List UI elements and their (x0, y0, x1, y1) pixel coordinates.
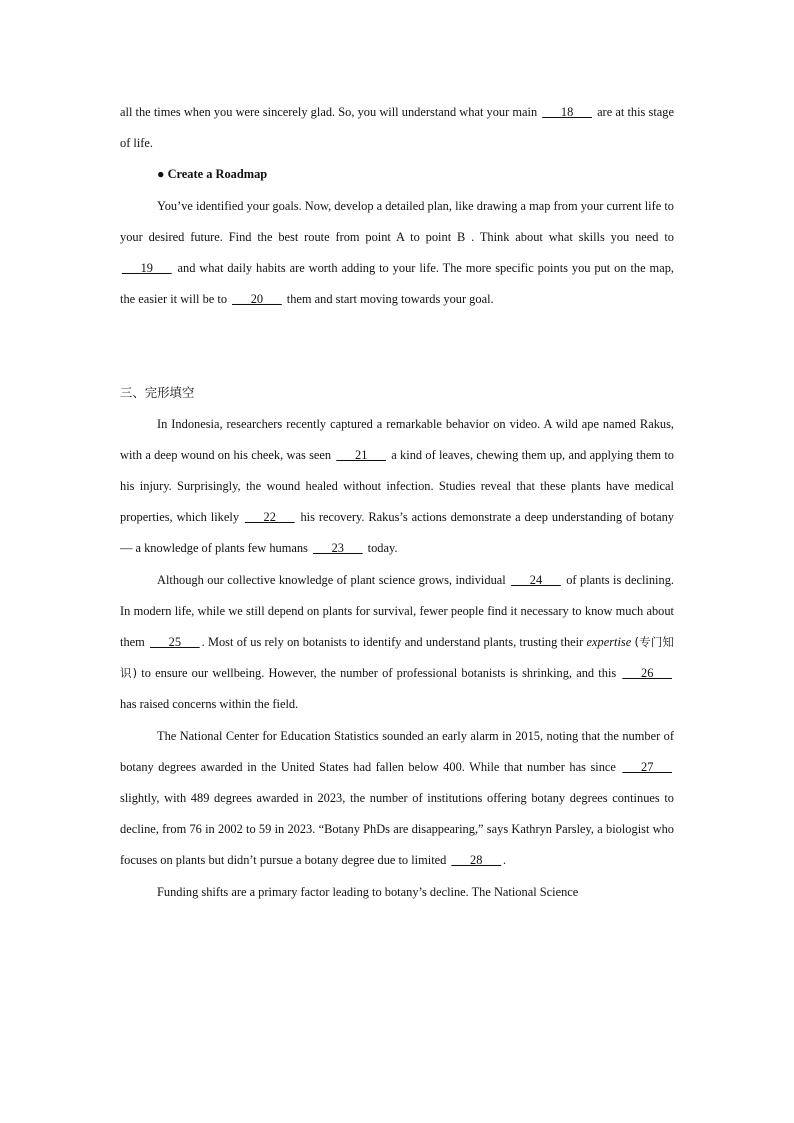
blank-28: ___28___ (451, 853, 502, 868)
blank-23: ___23___ (313, 541, 363, 556)
paragraph-rakus (120, 409, 674, 565)
section-spacer (120, 315, 674, 377)
text-run: a kind of leaves, chewing them up, and applying them to his injury. Surprisingly, the wound healed without infection. Studies reveal that these plants have medical properties, which likely (120, 447, 674, 525)
blank-26: ___26___ (622, 666, 672, 681)
text-run: You’ve identified your goals. Now, develop a detailed plan, like drawing a map from your current life to your desired future. Find the best route from point A to point B . Think about what skills you need to (120, 198, 674, 244)
document-page (120, 97, 674, 908)
section-title-cloze: 三、完形填空 (120, 385, 195, 401)
blank-24: ___24___ (511, 572, 561, 587)
blank-22: ___22___ (244, 510, 295, 525)
text-run: his recovery. Rakus’s actions demonstrate a deep understanding of botany — a knowledge of plants few humans (120, 510, 674, 556)
text-run: has raised concerns within the field. (120, 697, 299, 712)
text-run: slightly, with 489 degrees awarded in 2023, the number of institutions offering botany degrees continues to decline, from 76 in 2002 to 59 in 2023. “Botany PhDs are disappearing,” says Kathryn Parsley, a biologist who focuses on plants but didn’t pursue a botany degree due to limited (120, 791, 674, 868)
text-run: . (503, 853, 507, 868)
text-run: of plants is declining. In modern life, while we still depend on plants for survival, fewer people find it necessary to know much about them (120, 572, 674, 650)
text-run: to ensure our wellbeing. However, the number of professional botanists is shrinking, and this (141, 666, 617, 681)
chinese-gloss: (专门知识) (120, 635, 674, 681)
blank-21: ___21___ (336, 447, 386, 462)
paragraph-knowledge (120, 565, 674, 721)
roadmap-heading: ● Create a Roadmap (157, 167, 268, 182)
paragraph-goals-end (120, 97, 674, 159)
text-run: today. (367, 541, 398, 556)
text-run: are at this stage of life. (120, 105, 674, 151)
text-run: Although our collective knowledge of plant science grows, individual (157, 572, 506, 587)
text-run: all the times when you were sincerely glad. So, you will understand what your main (120, 105, 538, 119)
paragraph-statistics (120, 721, 674, 877)
text-run: . Most of us rely on botanists to identify and understand plants, trusting their (201, 635, 584, 650)
blank-27: ___27___ (622, 759, 672, 774)
text-run: Funding shifts are a primary factor leading to botany’s decline. The National Science (157, 884, 579, 899)
paragraph-funding (120, 877, 674, 908)
blank-25: ___25___ (150, 635, 200, 650)
text-run: In Indonesia, researchers recently captured a remarkable behavior on video. A wild ape named Rakus, with a deep wound on his cheek, was seen (120, 416, 674, 462)
blank-19: ___19___ (122, 261, 172, 276)
text-run: them and start moving towards your goal. (286, 292, 494, 307)
text-run: and what daily habits are worth adding to your life. The more specific points you put on the map, the easier it will be to (120, 261, 674, 307)
blank-20: ___20___ (232, 292, 282, 307)
text-run: The National Center for Education Statistics sounded an early alarm in 2015, noting that the number of botany degrees awarded in the United States had fallen below 400. While that number has since (120, 728, 674, 774)
italic-term: expertise (586, 635, 632, 650)
blank-18: ___18___ (542, 105, 592, 119)
paragraph-roadmap (120, 191, 674, 316)
